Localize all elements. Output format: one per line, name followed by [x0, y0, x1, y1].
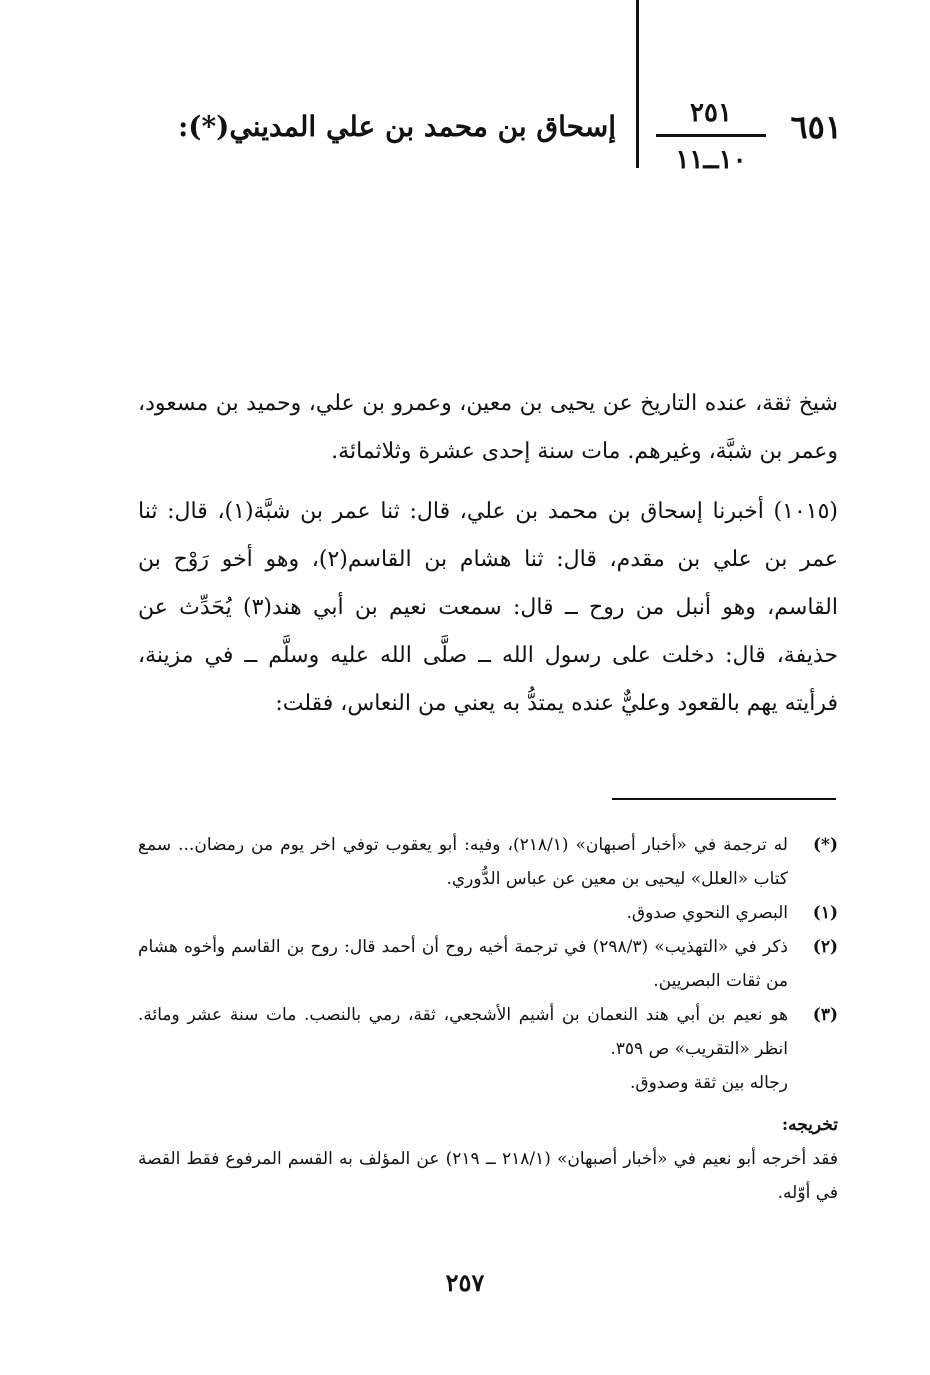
footnote: [138, 828, 838, 896]
footnote: [138, 930, 838, 998]
footnote: [138, 998, 838, 1066]
footnote-mark: (١): [812, 903, 838, 923]
fraction-line: [656, 134, 766, 137]
takhrij-text: فقد أخرجه أبو نعيم في «أخبار أصبهان» (٢١٨/١ ــ ٢١٩) عن المؤلف به القسم المرفوع فقط القصة في أوّله.: [138, 1149, 839, 1203]
footnote-separator: [612, 798, 836, 800]
entry-number: ٦٥١: [790, 108, 842, 146]
hadith-paragraph: (١٠١٥) أخبرنا إسحاق بن محمد بن علي، قال: ثنا عمر بن شبَّة(١)، قال: ثنا عمر بن علي بن مقدم، قال: ثنا هشام بن القاسم(٢)، وهو أخو رَوْح بن القاسم، وهو أنبل من روح ــ قال: سمعت نعيم بن أبي هند(٣) يُحَدِّث عن حذيفة، قال: دخلت على رسول الله ــ صلَّى الله عليه وسلَّم ــ في مزينة، فرأيته يهم بالقعود وعليٌّ عنده يمتدُّ به يعني من النعاس، فقلت:: [138, 499, 838, 716]
header-vertical-rule: [636, 0, 639, 168]
fraction-bottom: ١٠ــ١١: [675, 145, 747, 175]
footnote-continuation: رجاله بين ثقة وصدوق.: [629, 1073, 788, 1093]
fraction-top: ٢٥١: [690, 98, 732, 128]
footnote-text: له ترجمة في «أخبار أصبهان» (٢١٨/١)، وفيه: أبو يعقوب توفي اخر يوم من رمضان... سمع كتاب «العلل» ليحيى بن معين عن عباس الدُّوري.: [138, 835, 788, 889]
takhrij-heading: تخريجه:: [781, 1115, 838, 1135]
page-number: ٢٥٧: [445, 1268, 485, 1297]
footnote: [138, 896, 838, 930]
footnote-text: هو نعيم بن أبي هند النعمان بن أشيم الأشجعي، ثقة، رمي بالنصب. مات سنة عشر ومائة. انظر «التقريب» ص ٣٥٩.: [138, 1005, 788, 1059]
footnote-text: ذكر في «التهذيب» (٢٩٨/٣) في ترجمة أخيه روح أن أحمد قال: روح بن القاسم وأخوه هشام من ثقات البصريين.: [138, 937, 788, 991]
footnote-mark: (٣): [812, 1005, 838, 1025]
reference-fraction: [656, 96, 766, 177]
biography-paragraph: شيخ ثقة، عنده التاريخ عن يحيى بن معين، وعمرو بن علي، وحميد بن مسعود، وعمر بن شبَّة، وغيرهم. مات سنة إحدى عشرة وثلاثمائة.: [138, 391, 838, 464]
footnote-mark: (*): [813, 835, 838, 855]
footnote-mark: (٢): [812, 937, 838, 957]
footnote-text: البصري النحوي صدوق.: [626, 903, 788, 923]
footnotes: [138, 828, 838, 1210]
entry-title: إسحاق بن محمد بن علي المديني(*):: [177, 110, 616, 143]
